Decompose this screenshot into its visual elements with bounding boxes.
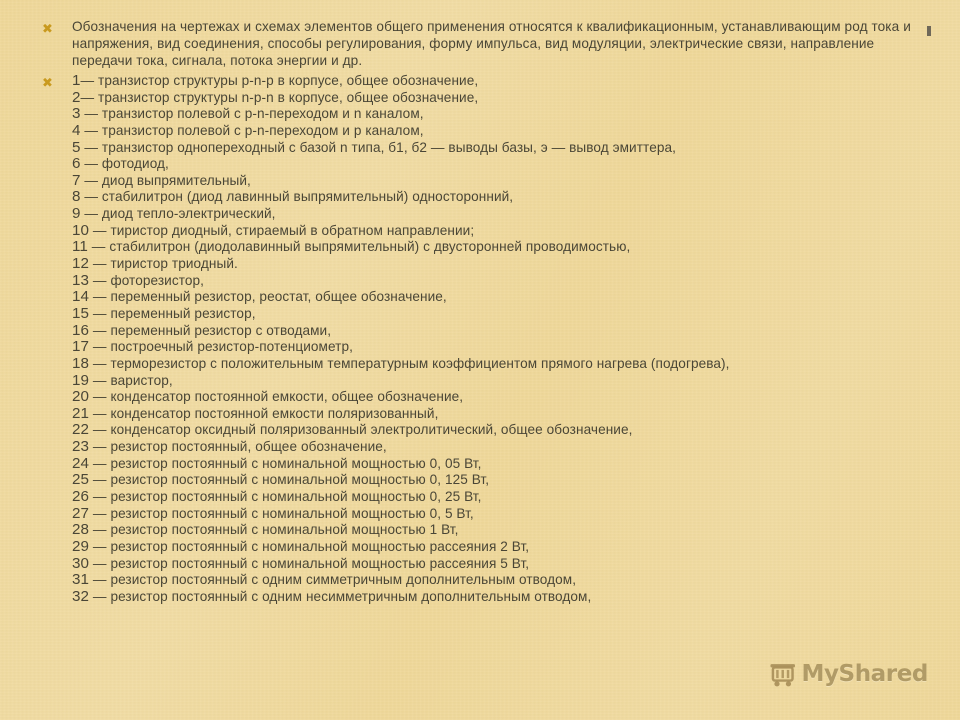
item-number: 26 bbox=[72, 488, 90, 506]
item-text: — фоторезистор, bbox=[89, 272, 204, 288]
list-item bbox=[72, 489, 730, 506]
item-text: — транзистор однопереходный с базой n типа, б1, б2 — выводы базы, э — вывод эмиттера, bbox=[80, 139, 676, 155]
item-number: 21 bbox=[72, 404, 90, 422]
list-item bbox=[72, 323, 730, 340]
list-item bbox=[72, 156, 730, 173]
shopping-basket-icon bbox=[768, 656, 797, 692]
item-number: 18 bbox=[72, 354, 90, 372]
item-text: — диод выпрямительный, bbox=[80, 172, 251, 188]
list-item bbox=[72, 189, 730, 206]
list-item bbox=[72, 289, 730, 306]
item-text: — фотодиод, bbox=[80, 156, 169, 172]
item-number: 30 bbox=[72, 554, 90, 572]
list-item bbox=[72, 472, 730, 489]
intro-paragraph: Обозначения на чертежах и схемах элементов общего применения относятся к квалификационным, устанавливающим род тока и напряжения, вид соединения, способы регулирования, форму импульса, вид модуляции, электрические связи, направление передачи тока, сигнала, потока энергии и др. bbox=[72, 19, 911, 68]
item-text: — резистор постоянный, общее обозначение, bbox=[89, 439, 387, 455]
item-text: — тиристор триодный. bbox=[89, 256, 238, 272]
list-item bbox=[72, 306, 730, 323]
watermark-text: MyShared bbox=[801, 661, 928, 687]
item-text: — резистор постоянный с номинальной мощностью 1 Вт, bbox=[89, 522, 459, 538]
item-text: — переменный резистор, реостат, общее обозначение, bbox=[89, 289, 447, 305]
x-bullet-icon: ✖ bbox=[42, 21, 53, 36]
item-text: — тиристор диодный, стираемый в обратном направлении; bbox=[89, 222, 475, 238]
item-number: 2 bbox=[72, 88, 81, 106]
item-text: — резистор постоянный с номинальной мощностью рассеяния 5 Вт, bbox=[89, 555, 530, 571]
items-list bbox=[72, 73, 730, 606]
item-text: — переменный резистор с отводами, bbox=[89, 322, 332, 338]
item-number: 3 bbox=[72, 105, 81, 123]
list-item bbox=[72, 506, 730, 523]
list-item bbox=[72, 90, 730, 107]
item-number: 23 bbox=[72, 438, 90, 456]
list-item bbox=[72, 589, 730, 606]
item-text: — конденсатор постоянной емкости поляризованный, bbox=[89, 405, 439, 421]
item-number: 29 bbox=[72, 537, 90, 555]
item-number: 4 bbox=[72, 121, 81, 139]
list-item bbox=[72, 422, 730, 439]
item-text: — терморезистор с положительным температурным коэффициентом прямого нагрева (подогрева), bbox=[89, 355, 730, 371]
list-item bbox=[72, 173, 730, 190]
item-text: — транзистор структуры n-p-n в корпусе, общее обозначение, bbox=[80, 89, 479, 105]
item-text: — диод тепло-электрический, bbox=[80, 206, 276, 222]
list-item bbox=[72, 123, 730, 140]
item-number: 27 bbox=[72, 504, 90, 522]
list-item bbox=[72, 373, 730, 390]
item-text: — стабилитрон (диодолавинный выпрямительный) с двусторонней проводимостью, bbox=[87, 239, 631, 255]
item-text: — транзистор полевой с p-n-переходом и p каналом, bbox=[80, 122, 424, 138]
myshared-logo bbox=[768, 654, 928, 694]
item-text: — резистор постоянный с одним несимметричным дополнительным отводом, bbox=[89, 588, 592, 604]
item-text: — резистор постоянный с номинальной мощностью 0, 5 Вт, bbox=[89, 505, 474, 521]
item-number: 7 bbox=[72, 171, 81, 189]
list-item bbox=[72, 389, 730, 406]
item-number: 20 bbox=[72, 388, 90, 406]
list-item bbox=[72, 256, 730, 273]
list-item bbox=[72, 273, 730, 290]
item-number: 11 bbox=[72, 238, 88, 256]
list-item bbox=[72, 339, 730, 356]
list-item bbox=[72, 539, 730, 556]
list-item bbox=[72, 456, 730, 473]
item-text: — транзистор полевой с p-n-переходом и n каналом, bbox=[80, 106, 424, 122]
list-item bbox=[72, 223, 730, 240]
item-number: 9 bbox=[72, 205, 81, 223]
intro-bullet-row bbox=[42, 19, 937, 69]
item-text: — стабилитрон (диод лавинный выпрямительный) односторонний, bbox=[80, 189, 514, 205]
item-text: — построечный резистор-потенциометр, bbox=[89, 339, 353, 355]
item-number: 8 bbox=[72, 188, 81, 206]
item-text: — переменный резистор, bbox=[89, 305, 256, 321]
list-item bbox=[72, 140, 730, 157]
list-item bbox=[72, 73, 730, 90]
item-number: 14 bbox=[72, 288, 90, 306]
items-bullet-row bbox=[42, 73, 937, 606]
item-text: — конденсатор оксидный поляризованный электролитический, общее обозначение, bbox=[89, 422, 633, 438]
list-item bbox=[72, 522, 730, 539]
item-text: — резистор постоянный с номинальной мощностью 0, 125 Вт, bbox=[89, 472, 490, 488]
item-number: 15 bbox=[72, 304, 90, 322]
x-bullet-icon: ✖ bbox=[42, 75, 53, 90]
item-number: 32 bbox=[72, 587, 90, 605]
item-number: 13 bbox=[72, 271, 90, 289]
item-text: — резистор постоянный с одним симметричным дополнительным отводом, bbox=[89, 572, 577, 588]
item-text: — резистор постоянный с номинальной мощностью рассеяния 2 Вт, bbox=[89, 538, 530, 554]
item-number: 19 bbox=[72, 371, 90, 389]
item-text: — транзистор структуры p-n-p в корпусе, общее обозначение, bbox=[80, 73, 479, 88]
item-number: 25 bbox=[72, 471, 90, 489]
item-number: 6 bbox=[72, 155, 81, 173]
list-item bbox=[72, 239, 730, 256]
item-number: 1 bbox=[72, 72, 81, 89]
item-text: — конденсатор постоянной емкости, общее обозначение, bbox=[89, 389, 464, 405]
item-number: 17 bbox=[72, 338, 90, 356]
item-text: — резистор постоянный с номинальной мощностью 0, 05 Вт, bbox=[89, 455, 482, 471]
item-number: 28 bbox=[72, 521, 90, 539]
item-text: — варистор, bbox=[89, 372, 173, 388]
list-item bbox=[72, 406, 730, 423]
item-number: 22 bbox=[72, 421, 90, 439]
item-text: — резистор постоянный с номинальной мощностью 0, 25 Вт, bbox=[89, 489, 482, 505]
item-number: 10 bbox=[72, 221, 90, 239]
item-number: 31 bbox=[72, 571, 90, 589]
item-number: 16 bbox=[72, 321, 90, 339]
list-item bbox=[72, 572, 730, 589]
item-number: 12 bbox=[72, 255, 90, 273]
list-item bbox=[72, 106, 730, 123]
list-item bbox=[72, 356, 730, 373]
list-item bbox=[72, 206, 730, 223]
list-item bbox=[72, 556, 730, 573]
item-number: 5 bbox=[72, 138, 81, 156]
item-number: 24 bbox=[72, 454, 90, 472]
list-item bbox=[72, 439, 730, 456]
